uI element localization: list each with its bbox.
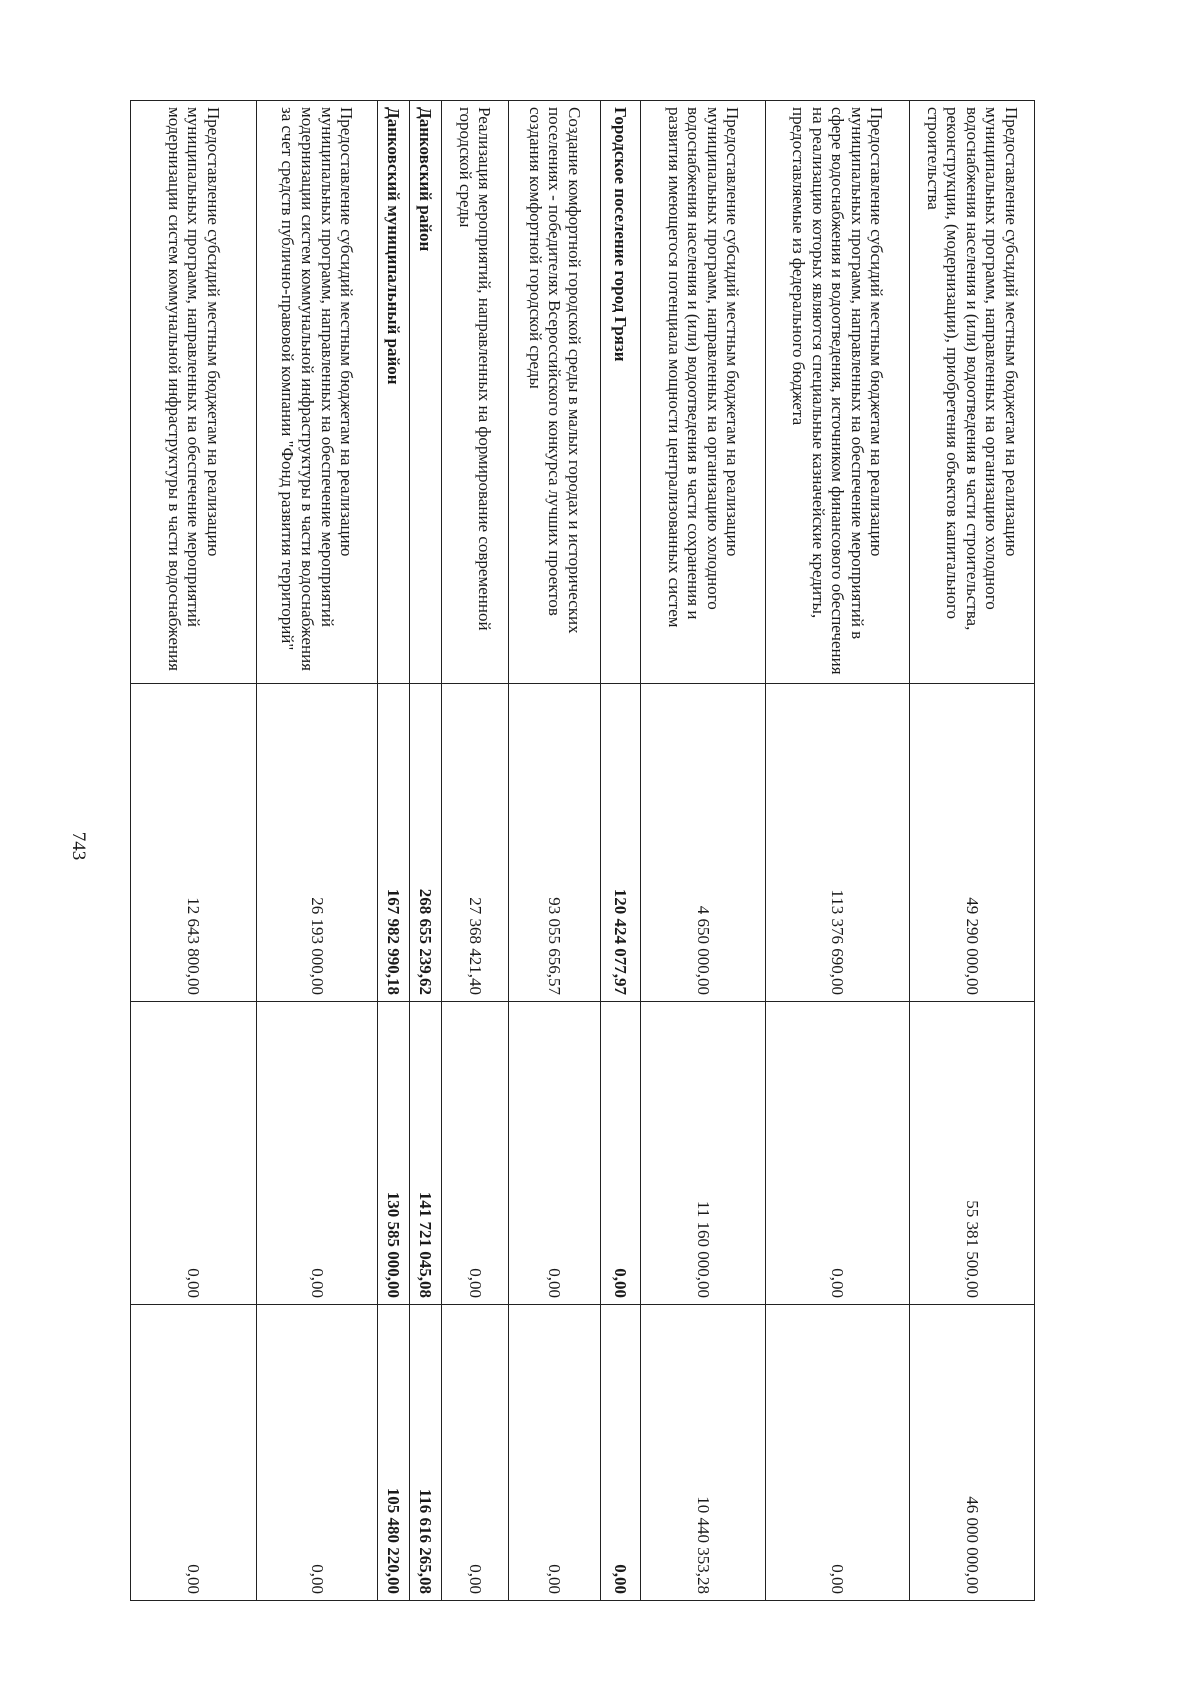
row-value-year-3: 105 480 220,00 xyxy=(377,1305,409,1601)
row-value-year-2: 55 381 500,00 xyxy=(909,1002,1034,1305)
table-row xyxy=(766,101,909,1601)
row-value-year-1: 113 376 690,00 xyxy=(766,684,909,1002)
row-value-year-1: 27 368 421,40 xyxy=(441,684,508,1002)
table-row xyxy=(257,101,377,1601)
row-description: Предоставление субсидий местным бюджетам на реализацию муниципальных программ, направленных на обеспечение мероприятий модернизации систем коммунальной инфраструктуры в части водоснабжения xyxy=(131,101,257,684)
row-value-year-3: 46 000 000,00 xyxy=(909,1305,1034,1601)
row-value-year-2: 0,00 xyxy=(766,1002,909,1305)
row-value-year-2: 0,00 xyxy=(257,1002,377,1305)
table-row-subtotal xyxy=(601,101,641,1601)
row-value-year-1: 120 424 077,97 xyxy=(601,684,641,1002)
row-value-year-1: 167 982 990,18 xyxy=(377,684,409,1002)
table-row xyxy=(508,101,600,1601)
row-value-year-1: 12 643 800,00 xyxy=(131,684,257,1002)
row-value-year-3: 0,00 xyxy=(601,1305,641,1601)
row-value-year-2: 0,00 xyxy=(601,1002,641,1305)
budget-table xyxy=(130,100,1035,1601)
row-value-year-1: 26 193 000,00 xyxy=(257,684,377,1002)
row-value-year-1: 4 650 000,00 xyxy=(641,684,766,1002)
row-value-year-3: 116 616 265,08 xyxy=(409,1305,441,1601)
table-row xyxy=(641,101,766,1601)
row-description: Городское поселение город Грязи xyxy=(601,101,641,684)
table-row xyxy=(131,101,257,1601)
row-value-year-3: 10 440 353,28 xyxy=(641,1305,766,1601)
row-value-year-3: 0,00 xyxy=(257,1305,377,1601)
row-description: Данковский муниципальный район xyxy=(377,101,409,684)
row-value-year-2: 141 721 045,08 xyxy=(409,1002,441,1305)
row-value-year-2: 11 160 000,00 xyxy=(641,1002,766,1305)
row-value-year-3: 0,00 xyxy=(766,1305,909,1601)
row-description: Данковский район xyxy=(409,101,441,684)
row-value-year-3: 0,00 xyxy=(441,1305,508,1601)
row-value-year-1: 49 290 000,00 xyxy=(909,684,1034,1002)
row-description: Предоставление субсидий местным бюджетам на реализацию муниципальных программ, направленных на организацию холодного водоснабжения населения и (или) водоотведения в части сохранения и развития имеющегося потенциала мощности централизованных систем xyxy=(641,101,766,684)
row-value-year-3: 0,00 xyxy=(508,1305,600,1601)
row-description: Предоставление субсидий местным бюджетам на реализацию муниципальных программ, направленных на организацию холодного водоснабжения населения и (или) водоотведения в части строительства, реконструкции, (модернизации), приобретения объектов капитального строительства xyxy=(909,101,1034,684)
row-value-year-2: 0,00 xyxy=(441,1002,508,1305)
row-value-year-2: 0,00 xyxy=(508,1002,600,1305)
budget-table-container xyxy=(130,100,1035,1600)
row-value-year-1: 93 055 656,57 xyxy=(508,684,600,1002)
row-value-year-2: 130 585 000,00 xyxy=(377,1002,409,1305)
row-description: Создание комфортной городской среды в малых городах и исторических поселениях - победителях Всероссийского конкурса лучших проектов создания комфортной городской среды xyxy=(508,101,600,684)
row-value-year-1: 268 655 239,62 xyxy=(409,684,441,1002)
row-description: Предоставление субсидий местным бюджетам на реализацию муниципальных программ, направленных на обеспечение мероприятий модернизации систем коммунальной инфраструктуры в части водоснабжения за счет средств публично-правовой компании "Фонд развития территорий" xyxy=(257,101,377,684)
table-row-subtotal xyxy=(409,101,441,1601)
page-number: 743 xyxy=(68,831,89,861)
row-value-year-2: 0,00 xyxy=(131,1002,257,1305)
row-description: Реализация мероприятий, направленных на формирование современной городской среды xyxy=(441,101,508,684)
table-row-subtotal xyxy=(377,101,409,1601)
table-row xyxy=(909,101,1034,1601)
row-description: Предоставление субсидий местным бюджетам на реализацию муниципальных программ, направленных на обеспечение мероприятий в сфере водоснабжения и водоотведения, источником финансового обеспечения на реализацию которых являются специальные казначейские кредиты, предоставляемые из федерального бюджета xyxy=(766,101,909,684)
row-value-year-3: 0,00 xyxy=(131,1305,257,1601)
table-row xyxy=(441,101,508,1601)
